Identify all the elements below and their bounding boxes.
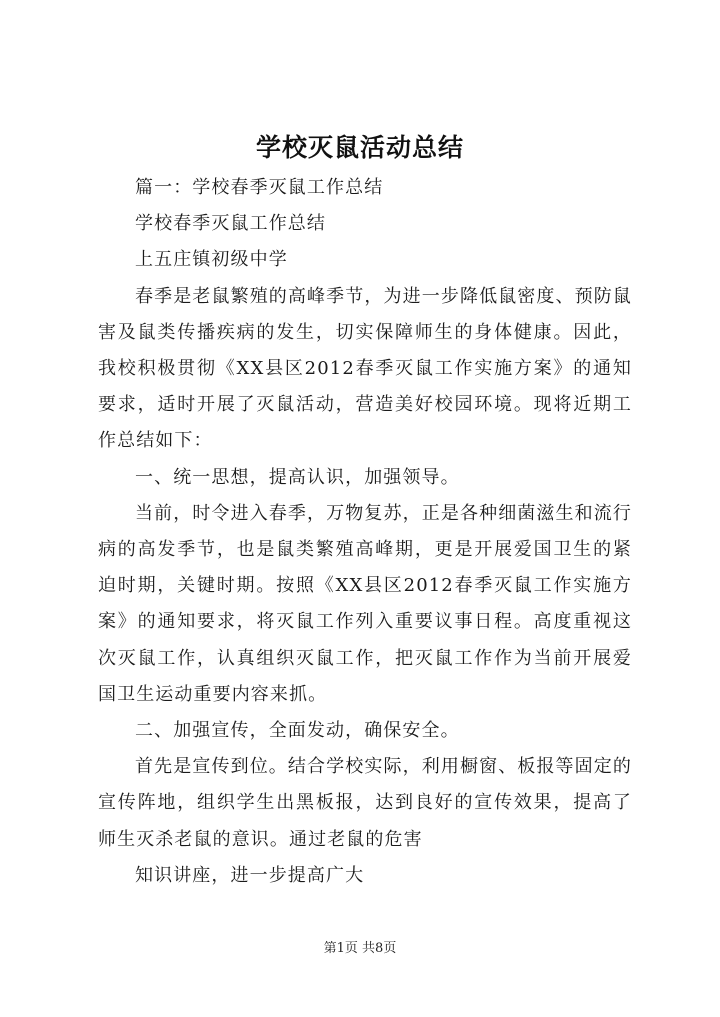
paragraph: 当前，时令进入春季，万物复苏，正是各种细菌滋生和流行病的高发季节，也是鼠类繁殖高峰期，更是开展爱国卫生的紧迫时期，关键时期。按照《XX县区2012春季灭鼠工作实施方案》的通知要求，将灭鼠工作列入重要议事日程。高度重视这次灭鼠工作，认真组织灭鼠工作，把灭鼠工作作为当前开展爱国卫生运动重要内容来抓。 bbox=[98, 502, 632, 705]
paragraph: 春季是老鼠繁殖的高峰季节，为进一步降低鼠密度、预防鼠害及鼠类传播疾病的发生，切实保障师生的身体健康。因此，我校积极贯彻《XX县区2012春季灭鼠工作实施方案》的通知要求，适时开展了灭鼠活动，营造美好校园环境。现将近期工作总结如下： bbox=[98, 285, 632, 452]
paragraph-heading: 一、统一思想，提高认识，加强领导。 bbox=[135, 466, 460, 488]
subtitle: 学校春季灭鼠工作总结 bbox=[135, 213, 326, 235]
author-line: 上五庄镇初级中学 bbox=[135, 249, 288, 271]
document-title: 学校灭鼠活动总结 bbox=[255, 133, 464, 162]
document-body bbox=[98, 170, 632, 894]
section-heading: 篇一：学校春季灭鼠工作总结 bbox=[135, 177, 384, 198]
paragraph: 首先是宣传到位。结合学校实际，利用橱窗、板报等固定的宣传阵地，组织学生出黑板报，达到良好的宣传效果，提高了师生灭杀老鼠的意识。通过老鼠的危害 bbox=[98, 756, 632, 850]
paragraph-heading: 二、加强宣传，全面发动，确保安全。 bbox=[135, 720, 460, 742]
paragraph: 知识讲座，进一步提高广大 bbox=[135, 864, 365, 886]
page-number: 第1页 共8页 bbox=[323, 941, 397, 956]
